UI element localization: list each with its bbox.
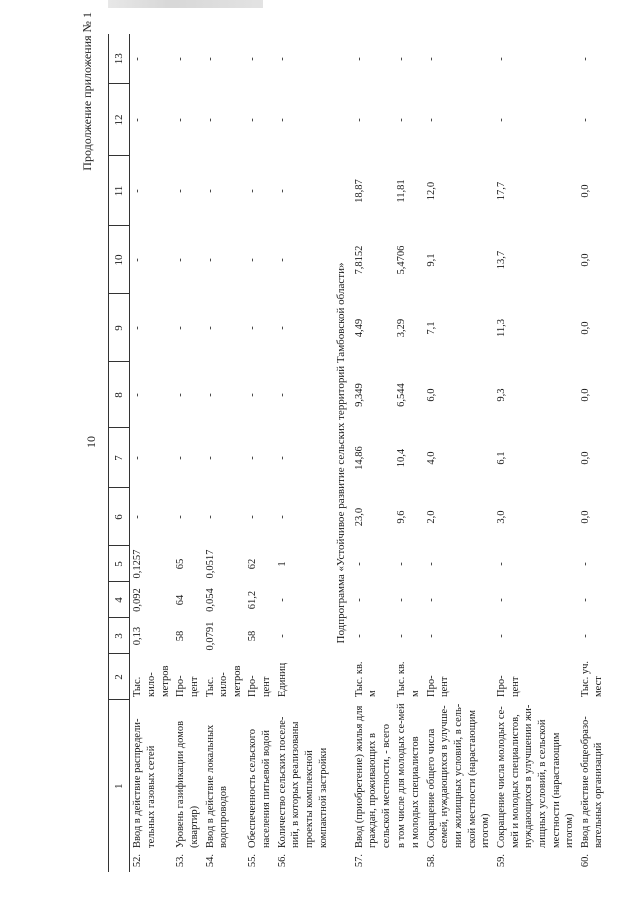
value-cell: 64 — [175, 594, 187, 606]
value-cell: 6,1 — [495, 451, 507, 465]
indicator-name: Ввод (приобретение) жилья для граждан, проживающих в сельской местности, - всего — [353, 705, 392, 848]
value-cell: 4,49 — [353, 318, 365, 338]
value-cell: - — [175, 456, 187, 460]
value-cell: - — [495, 634, 507, 638]
value-cell: 58 — [247, 630, 259, 642]
row-number — [394, 850, 423, 872]
value-cell: - — [425, 634, 437, 638]
value-cell: - — [175, 57, 187, 61]
value-cell: - — [579, 57, 591, 61]
column-header: 12 — [109, 84, 130, 156]
value-cell: - — [276, 634, 288, 638]
value-cell: - — [495, 118, 507, 122]
row-number: 59. — [495, 854, 507, 868]
value-cell: - — [579, 634, 591, 638]
unit-cell: Тыс. кило-метров — [204, 665, 243, 697]
value-cell: 3,29 — [396, 318, 408, 338]
value-cell: - — [353, 118, 365, 122]
value-cell: 62 — [247, 558, 259, 570]
table-row — [203, 34, 246, 872]
column-header: 10 — [109, 226, 130, 294]
column-header: 4 — [109, 582, 130, 618]
value-cell: 6,544 — [396, 383, 408, 407]
table-row — [245, 34, 274, 872]
column-header: 7 — [109, 428, 130, 488]
table-row — [394, 34, 423, 872]
column-header: 6 — [109, 488, 130, 546]
value-cell: - — [579, 598, 591, 602]
unit-cell: Тыс. кило-метров — [132, 665, 171, 697]
value-cell: 0,0791 — [204, 621, 216, 651]
value-cell: - — [276, 515, 288, 519]
value-cell: - — [132, 57, 144, 61]
row-number: 56. — [276, 854, 288, 868]
column-header: 13 — [109, 34, 130, 84]
value-cell: 0,13 — [132, 626, 144, 646]
value-cell: - — [396, 562, 408, 566]
value-cell: 9,349 — [353, 383, 365, 407]
value-cell: 0,054 — [204, 588, 216, 612]
value-cell: - — [495, 598, 507, 602]
unit-cell: Про-цент — [247, 675, 273, 697]
table-row — [494, 34, 578, 872]
value-cell: 61,2 — [247, 590, 259, 610]
value-cell: 0,1257 — [132, 549, 144, 579]
indicator-name: в том числе для молодых се-мей и молодых специалистов — [396, 703, 422, 848]
value-cell: 23,0 — [353, 507, 365, 527]
value-cell: - — [276, 118, 288, 122]
value-cell: - — [396, 598, 408, 602]
value-cell: 18,87 — [353, 179, 365, 203]
value-cell: 7,8152 — [353, 245, 365, 275]
indicator-name: Сокращение числа молодых се-мей и молодых специалистов, нуждающихся в улучшении жи-лищных условий, в сельской местности (нарастающим итогом) — [495, 704, 576, 848]
value-cell: 4,0 — [425, 451, 437, 465]
indicator-name: Обеспеченность сельского населения питьевой водой — [247, 729, 273, 848]
value-cell: 3,0 — [495, 510, 507, 524]
value-cell: - — [132, 258, 144, 262]
value-cell: - — [132, 456, 144, 460]
table-body — [130, 34, 607, 872]
value-cell: - — [132, 393, 144, 397]
value-cell: - — [247, 515, 259, 519]
value-cell: - — [353, 598, 365, 602]
value-cell: - — [175, 515, 187, 519]
value-cell: 9,6 — [396, 510, 408, 524]
value-cell: - — [204, 118, 216, 122]
value-cell: - — [276, 393, 288, 397]
rotated-table-sheet — [78, 12, 640, 872]
value-cell: 0,0 — [579, 253, 591, 267]
value-cell: - — [247, 118, 259, 122]
value-cell: - — [396, 634, 408, 638]
value-cell: 1 — [276, 561, 288, 567]
value-cell: - — [425, 598, 437, 602]
table-row — [578, 34, 607, 872]
column-header: 1 — [109, 700, 130, 872]
table-row — [352, 34, 395, 872]
row-number: 54. — [204, 854, 216, 868]
value-cell: 58 — [175, 630, 187, 642]
value-cell: - — [204, 189, 216, 193]
value-cell: - — [132, 118, 144, 122]
value-cell: - — [204, 515, 216, 519]
section-row — [331, 34, 351, 872]
value-cell: - — [425, 562, 437, 566]
column-header: 11 — [109, 156, 130, 226]
value-cell: 0,0 — [579, 510, 591, 524]
table-row — [173, 34, 202, 872]
value-cell: - — [276, 258, 288, 262]
row-number: 60. — [579, 854, 591, 868]
value-cell: - — [495, 562, 507, 566]
value-cell: - — [175, 393, 187, 397]
value-cell: - — [425, 118, 437, 122]
value-cell: 17,7 — [495, 181, 507, 201]
value-cell: - — [579, 562, 591, 566]
value-cell: - — [353, 634, 365, 638]
value-cell: - — [353, 57, 365, 61]
row-number: 58. — [425, 854, 437, 868]
unit-cell: Тыс. уч. мест — [579, 660, 605, 697]
value-cell: - — [204, 326, 216, 330]
value-cell: 13,7 — [495, 250, 507, 270]
value-cell: - — [247, 326, 259, 330]
value-cell: 11,81 — [396, 179, 408, 203]
value-cell: 0,0 — [579, 388, 591, 402]
value-cell: 6,0 — [425, 388, 437, 402]
value-cell: 7,1 — [425, 321, 437, 335]
indicator-name: Уровень газификации домов (квартир) — [175, 720, 200, 848]
value-cell: - — [247, 189, 259, 193]
value-cell: 5,4706 — [396, 245, 408, 275]
value-cell: - — [353, 562, 365, 566]
value-cell: - — [175, 118, 187, 122]
value-cell: 2,0 — [425, 510, 437, 524]
value-cell: - — [204, 456, 216, 460]
scan-artifact — [108, 0, 263, 8]
value-cell: 10,4 — [396, 448, 408, 468]
section-title: Подпрограмма «Устойчивое развитие сельских территорий Тамбовской области» — [335, 262, 348, 644]
unit-cell: Тыс. кв. м — [353, 661, 379, 697]
indicator-name: Количество сельских поселе-ний, в которых реализованы проекты комплексной компактной застройки — [276, 716, 329, 848]
value-cell: - — [247, 57, 259, 61]
value-cell: - — [247, 456, 259, 460]
indicator-name: Ввод в действие локальных водопроводов — [204, 724, 230, 848]
value-cell: - — [276, 189, 288, 193]
indicator-name: Сокращение общего числа семей, нуждающихся в улучше-нии жилищных условий, в сель-ской местности (нарастающим итогом) — [425, 703, 492, 848]
value-cell: - — [276, 57, 288, 61]
indicator-name: Ввод в действие общеобразо-вательных организаций — [579, 716, 605, 848]
value-cell: 14,86 — [353, 446, 365, 470]
value-cell: - — [204, 258, 216, 262]
row-number: 53. — [175, 854, 187, 868]
row-number: 52. — [132, 854, 144, 868]
indicator-name: Ввод в действие распредели-тельных газовых сетей — [132, 718, 157, 848]
value-cell: 9,3 — [495, 388, 507, 402]
value-cell: 12,0 — [425, 181, 437, 201]
table-row — [275, 34, 332, 872]
indicators-table — [108, 34, 607, 872]
value-cell: - — [132, 515, 144, 519]
value-cell: 0,0 — [579, 321, 591, 335]
table-header — [109, 34, 130, 872]
row-number: 55. — [247, 854, 259, 868]
value-cell: 0,0517 — [204, 549, 216, 579]
column-header: 8 — [109, 362, 130, 428]
unit-cell: Про-цент — [175, 675, 200, 697]
row-number: 57. — [353, 854, 365, 868]
column-header: 2 — [109, 654, 130, 700]
unit-cell: Про-цент — [425, 675, 451, 697]
value-cell: - — [204, 57, 216, 61]
value-cell: - — [276, 326, 288, 330]
value-cell: - — [276, 456, 288, 460]
value-cell: - — [204, 393, 216, 397]
value-cell: 65 — [175, 558, 187, 570]
value-cell: - — [175, 258, 187, 262]
value-cell: 0,0 — [579, 184, 591, 198]
value-cell: - — [132, 326, 144, 330]
value-cell: - — [425, 57, 437, 61]
value-cell: 9,1 — [425, 253, 437, 267]
table-row — [130, 34, 173, 872]
column-header: 9 — [109, 294, 130, 362]
value-cell: - — [396, 57, 408, 61]
table-row — [424, 34, 494, 872]
value-cell: - — [276, 598, 288, 602]
unit-cell: Про-цент — [495, 675, 521, 697]
value-cell: 0,0 — [579, 451, 591, 465]
column-header: 3 — [109, 618, 130, 654]
value-cell: 11,3 — [495, 319, 507, 337]
page-number: 10 — [84, 436, 98, 448]
value-cell: - — [396, 118, 408, 122]
unit-cell: Единиц — [276, 662, 288, 697]
value-cell: 0,092 — [132, 588, 144, 612]
column-header: 5 — [109, 546, 130, 582]
value-cell: - — [175, 189, 187, 193]
continuation-label: Продолжение приложения № 1 — [80, 12, 94, 171]
value-cell: - — [579, 118, 591, 122]
value-cell: - — [247, 393, 259, 397]
value-cell: - — [175, 326, 187, 330]
value-cell: - — [495, 57, 507, 61]
unit-cell: Тыс. кв. м — [396, 661, 422, 697]
value-cell: - — [247, 258, 259, 262]
value-cell: - — [132, 189, 144, 193]
